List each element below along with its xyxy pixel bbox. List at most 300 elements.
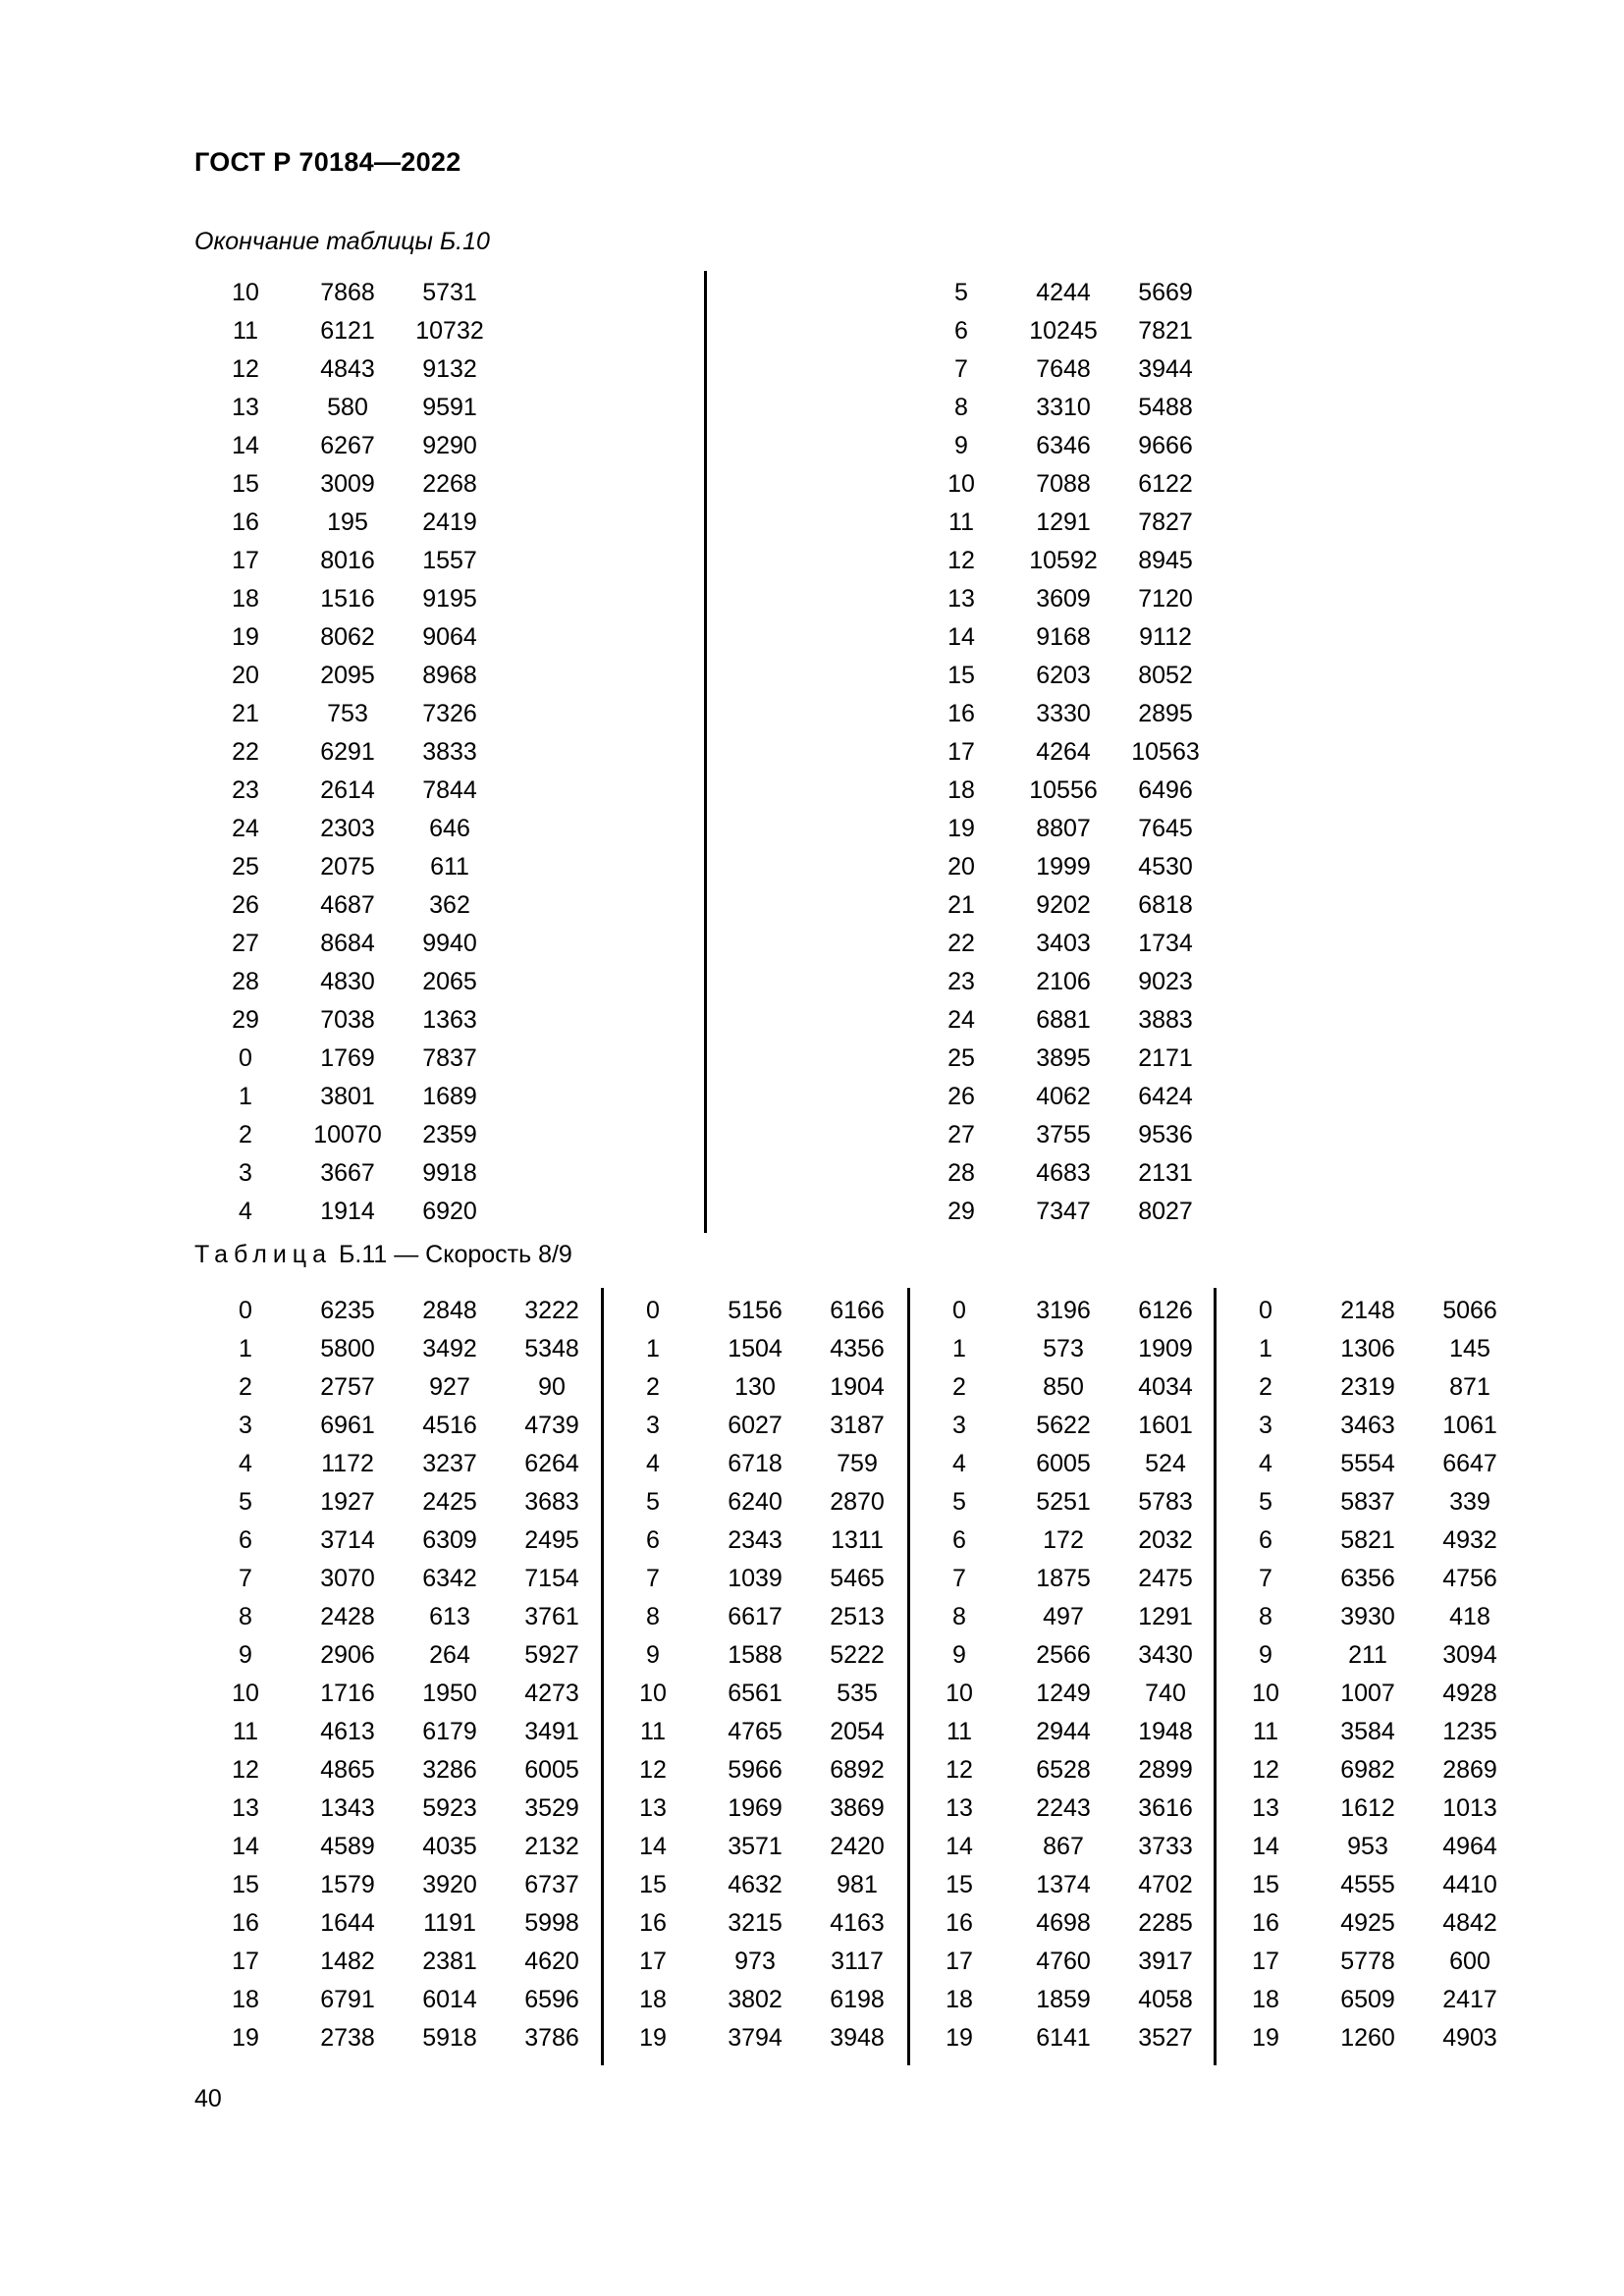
table-cell: 6203	[1036, 662, 1091, 689]
table-cell: 15	[1252, 1871, 1279, 1898]
table-cell: 18	[1252, 1986, 1279, 2013]
table-cell: 9132	[422, 355, 477, 383]
table-cell: 3310	[1036, 394, 1091, 421]
table-cell: 16	[639, 1909, 667, 1937]
table-cell: 3571	[728, 1833, 783, 1860]
table-cell: 7868	[320, 279, 375, 306]
table-cell: 19	[232, 2024, 259, 2052]
table-cell: 5554	[1340, 1450, 1395, 1477]
table-cell: 6718	[728, 1450, 783, 1477]
table-cell: 18	[947, 776, 975, 804]
table-cell: 1927	[320, 1488, 375, 1516]
table-cell: 3948	[830, 2024, 885, 2052]
table-cell: 6	[1259, 1526, 1272, 1554]
table-cell: 2906	[320, 1641, 375, 1669]
table-cell: 8807	[1036, 815, 1091, 842]
table-cell: 23	[232, 776, 259, 804]
table-cell: 7645	[1138, 815, 1193, 842]
table-cell: 14	[946, 1833, 973, 1860]
table-cell: 20	[947, 853, 975, 881]
table-cell: 3527	[1138, 2024, 1193, 2052]
table-cell: 13	[947, 585, 975, 613]
table-cell: 1914	[320, 1198, 375, 1225]
table-cell: 2131	[1138, 1159, 1193, 1187]
table-cell: 1909	[1138, 1335, 1193, 1362]
table-cell: 17	[1252, 1948, 1279, 1975]
table-b11-divider-2	[907, 1288, 910, 2065]
table-cell: 2095	[320, 662, 375, 689]
table-cell: 4903	[1442, 2024, 1497, 2052]
table-cell: 19	[946, 2024, 973, 2052]
table-cell: 6818	[1138, 891, 1193, 919]
table-cell: 4264	[1036, 738, 1091, 766]
table-cell: 5927	[524, 1641, 579, 1669]
table-cell: 1061	[1442, 1412, 1497, 1439]
table-cell: 10563	[1131, 738, 1200, 766]
table-cell: 9918	[422, 1159, 477, 1187]
table-cell: 8052	[1138, 662, 1193, 689]
table-cell: 13	[232, 1794, 259, 1822]
table-cell: 573	[1043, 1335, 1084, 1362]
table-cell: 3	[239, 1159, 252, 1187]
table-cell: 12	[946, 1756, 973, 1784]
table-cell: 6596	[524, 1986, 579, 2013]
table-cell: 4925	[1340, 1909, 1395, 1937]
table-cell: 14	[232, 432, 259, 459]
table-cell: 6264	[524, 1450, 579, 1477]
table-cell: 8684	[320, 930, 375, 957]
table-cell: 19	[232, 623, 259, 651]
table-cell: 600	[1449, 1948, 1490, 1975]
table-b10-continuation-caption: Окончание таблицы Б.10	[194, 228, 490, 255]
table-cell: 10	[232, 1680, 259, 1707]
table-cell: 6561	[728, 1680, 783, 1707]
table-cell: 27	[947, 1121, 975, 1148]
table-cell: 2319	[1340, 1373, 1395, 1401]
table-cell: 3	[239, 1412, 252, 1439]
table-cell: 1612	[1340, 1794, 1395, 1822]
table-cell: 3801	[320, 1083, 375, 1110]
page-number: 40	[194, 2085, 222, 2112]
table-cell: 3667	[320, 1159, 375, 1187]
table-cell: 3187	[830, 1412, 885, 1439]
table-cell: 12	[639, 1756, 667, 1784]
table-cell: 25	[947, 1044, 975, 1072]
table-cell: 4530	[1138, 853, 1193, 881]
table-cell: 29	[232, 1006, 259, 1034]
table-cell: 5923	[422, 1794, 477, 1822]
table-cell: 4687	[320, 891, 375, 919]
table-cell: 5783	[1138, 1488, 1193, 1516]
table-cell: 1948	[1138, 1718, 1193, 1745]
table-cell: 4760	[1036, 1948, 1091, 1975]
table-cell: 6	[646, 1526, 660, 1554]
table-cell: 4410	[1442, 1871, 1497, 1898]
table-cell: 3463	[1340, 1412, 1395, 1439]
table-cell: 1734	[1138, 930, 1193, 957]
table-cell: 4	[952, 1450, 966, 1477]
table-cell: 26	[947, 1083, 975, 1110]
table-cell: 3883	[1138, 1006, 1193, 1034]
table-cell: 4613	[320, 1718, 375, 1745]
table-cell: 1	[1259, 1335, 1272, 1362]
table-cell: 3869	[830, 1794, 885, 1822]
table-cell: 3529	[524, 1794, 579, 1822]
table-cell: 5348	[524, 1335, 579, 1362]
table-cell: 24	[947, 1006, 975, 1034]
table-cell: 23	[947, 968, 975, 995]
table-cell: 8	[646, 1603, 660, 1630]
table-cell: 580	[327, 394, 368, 421]
table-cell: 21	[232, 700, 259, 727]
table-cell: 11	[233, 317, 258, 345]
table-cell: 6309	[422, 1526, 477, 1554]
table-cell: 7347	[1036, 1198, 1091, 1225]
table-cell: 8	[1259, 1603, 1272, 1630]
table-cell: 4	[239, 1198, 252, 1225]
table-cell: 7	[239, 1565, 252, 1592]
table-cell: 850	[1043, 1373, 1084, 1401]
table-cell: 6920	[422, 1198, 477, 1225]
table-cell: 15	[232, 1871, 259, 1898]
table-cell: 4244	[1036, 279, 1091, 306]
table-cell: 1859	[1036, 1986, 1091, 2013]
table-cell: 1363	[422, 1006, 477, 1034]
table-cell: 4756	[1442, 1565, 1497, 1592]
table-cell: 6617	[728, 1603, 783, 1630]
table-cell: 2566	[1036, 1641, 1091, 1669]
table-cell: 3215	[728, 1909, 783, 1937]
table-cell: 7844	[422, 776, 477, 804]
table-cell: 1644	[320, 1909, 375, 1937]
table-cell: 11	[233, 1718, 258, 1745]
table-cell: 211	[1348, 1641, 1387, 1669]
table-cell: 6982	[1340, 1756, 1395, 1784]
table-cell: 4632	[728, 1871, 783, 1898]
table-cell: 1235	[1442, 1718, 1497, 1745]
table-cell: 1769	[320, 1044, 375, 1072]
table-cell: 16	[947, 700, 975, 727]
table-cell: 2614	[320, 776, 375, 804]
table-cell: 264	[429, 1641, 470, 1669]
table-cell: 0	[239, 1297, 252, 1324]
table-cell: 25	[232, 853, 259, 881]
table-cell: 2065	[422, 968, 477, 995]
table-cell: 7	[952, 1565, 966, 1592]
table-cell: 8	[239, 1603, 252, 1630]
table-cell: 3714	[320, 1526, 375, 1554]
table-cell: 11	[640, 1718, 666, 1745]
table-cell: 16	[1252, 1909, 1279, 1937]
table-cell: 6647	[1442, 1450, 1497, 1477]
table-cell: 3761	[524, 1603, 579, 1630]
table-cell: 0	[1259, 1297, 1272, 1324]
table-cell: 4765	[728, 1718, 783, 1745]
table-cell: 1013	[1442, 1794, 1497, 1822]
table-cell: 740	[1145, 1680, 1186, 1707]
table-b11-caption	[194, 1241, 572, 1269]
table-cell: 6509	[1340, 1986, 1395, 2013]
table-cell: 20	[232, 662, 259, 689]
table-cell: 18	[639, 1986, 667, 2013]
table-cell: 867	[1043, 1833, 1084, 1860]
table-cell: 3895	[1036, 1044, 1091, 1072]
table-cell: 6346	[1036, 432, 1091, 459]
table-cell: 6356	[1340, 1565, 1395, 1592]
table-cell: 3930	[1340, 1603, 1395, 1630]
table-cell: 9195	[422, 585, 477, 613]
table-cell: 4843	[320, 355, 375, 383]
table-cell: 2106	[1036, 968, 1091, 995]
table-b11-divider-3	[1214, 1288, 1217, 2065]
table-cell: 3222	[524, 1297, 579, 1324]
table-cell: 2	[952, 1373, 966, 1401]
table-cell: 9202	[1036, 891, 1091, 919]
table-cell: 5800	[320, 1335, 375, 1362]
table-cell: 8062	[320, 623, 375, 651]
table-cell: 19	[1252, 2024, 1279, 2052]
table-cell: 4928	[1442, 1680, 1497, 1707]
table-cell: 6235	[320, 1297, 375, 1324]
table-cell: 4	[1259, 1450, 1272, 1477]
table-cell: 6528	[1036, 1756, 1091, 1784]
table-cell: 3	[952, 1412, 966, 1439]
table-cell: 2869	[1442, 1756, 1497, 1784]
table-cell: 1306	[1340, 1335, 1395, 1362]
table-cell: 3403	[1036, 930, 1091, 957]
table-cell: 10592	[1029, 547, 1098, 574]
table-cell: 953	[1347, 1833, 1388, 1860]
table-cell: 5821	[1340, 1526, 1395, 1554]
table-cell: 14	[947, 623, 975, 651]
table-cell: 1516	[320, 585, 375, 613]
table-cell: 4	[646, 1450, 660, 1477]
table-cell: 7	[1259, 1565, 1272, 1592]
table-cell: 759	[837, 1450, 878, 1477]
table-cell: 16	[946, 1909, 973, 1937]
table-cell: 6240	[728, 1488, 783, 1516]
table-cell: 2848	[422, 1297, 477, 1324]
table-cell: 5465	[830, 1565, 885, 1592]
table-cell: 1343	[320, 1794, 375, 1822]
table-cell: 0	[239, 1044, 252, 1072]
table-cell: 1374	[1036, 1871, 1091, 1898]
table-cell: 7088	[1036, 470, 1091, 498]
table-cell: 2419	[422, 508, 477, 536]
table-cell: 10	[232, 279, 259, 306]
table-cell: 2417	[1442, 1986, 1497, 2013]
table-cell: 4034	[1138, 1373, 1193, 1401]
table-cell: 8968	[422, 662, 477, 689]
table-cell: 6027	[728, 1412, 783, 1439]
table-cell: 12	[947, 547, 975, 574]
table-cell: 1007	[1340, 1680, 1395, 1707]
table-cell: 13	[946, 1794, 973, 1822]
table-cell: 1172	[321, 1450, 374, 1477]
table-cell: 3094	[1442, 1641, 1497, 1669]
table-cell: 2171	[1138, 1044, 1193, 1072]
table-cell: 18	[232, 585, 259, 613]
table-cell: 2420	[830, 1833, 885, 1860]
table-cell: 5488	[1138, 394, 1193, 421]
table-cell: 753	[327, 700, 368, 727]
table-cell: 9	[239, 1641, 252, 1669]
table-cell: 22	[232, 738, 259, 766]
table-cell: 11	[948, 508, 974, 536]
table-cell: 10	[946, 1680, 973, 1707]
table-cell: 6737	[524, 1871, 579, 1898]
table-cell: 9591	[422, 394, 477, 421]
table-cell: 3430	[1138, 1641, 1193, 1669]
table-cell: 611	[430, 853, 469, 881]
table-cell: 4	[239, 1450, 252, 1477]
table-cell: 27	[232, 930, 259, 957]
table-cell: 9	[1259, 1641, 1272, 1669]
table-cell: 4932	[1442, 1526, 1497, 1554]
table-cell: 1249	[1036, 1680, 1091, 1707]
table-cell: 1969	[728, 1794, 783, 1822]
table-cell: 5	[954, 279, 968, 306]
table-cell: 1904	[830, 1373, 885, 1401]
table-cell: 6005	[524, 1756, 579, 1784]
table-cell: 1260	[1340, 2024, 1395, 2052]
table-cell: 9940	[422, 930, 477, 957]
table-cell: 613	[429, 1603, 470, 1630]
table-cell: 5998	[524, 1909, 579, 1937]
table-cell: 9	[954, 432, 968, 459]
table-cell: 2495	[524, 1526, 579, 1554]
table-cell: 497	[1043, 1603, 1084, 1630]
table-cell: 4620	[524, 1948, 579, 1975]
table-cell: 21	[947, 891, 975, 919]
table-cell: 7827	[1138, 508, 1193, 536]
table-cell: 5156	[728, 1297, 783, 1324]
table-cell: 90	[538, 1373, 566, 1401]
table-cell: 17	[639, 1948, 667, 1975]
table-cell: 8027	[1138, 1198, 1193, 1225]
table-cell: 11	[1253, 1718, 1278, 1745]
table-cell: 3616	[1138, 1794, 1193, 1822]
table-cell: 871	[1449, 1373, 1490, 1401]
table-cell: 2870	[830, 1488, 885, 1516]
table-cell: 2032	[1138, 1526, 1193, 1554]
table-cell: 2428	[320, 1603, 375, 1630]
table-cell: 1999	[1036, 853, 1091, 881]
table-cell: 3286	[422, 1756, 477, 1784]
table-cell: 3917	[1138, 1948, 1193, 1975]
table-cell: 2343	[728, 1526, 783, 1554]
table-cell: 2475	[1138, 1565, 1193, 1592]
table-cell: 13	[232, 394, 259, 421]
table-cell: 7154	[524, 1565, 579, 1592]
table-cell: 973	[734, 1948, 776, 1975]
table-cell: 339	[1449, 1488, 1490, 1516]
table-cell: 5622	[1036, 1412, 1091, 1439]
table-cell: 3237	[422, 1450, 477, 1477]
table-cell: 4865	[320, 1756, 375, 1784]
table-cell: 0	[646, 1297, 660, 1324]
table-cell: 6291	[320, 738, 375, 766]
table-cell: 19	[639, 2024, 667, 2052]
table-cell: 2738	[320, 2024, 375, 2052]
table-cell: 5	[1259, 1488, 1272, 1516]
table-cell: 13	[639, 1794, 667, 1822]
table-cell: 5837	[1340, 1488, 1395, 1516]
table-cell: 4273	[524, 1680, 579, 1707]
table-cell: 981	[837, 1871, 878, 1898]
table-cell: 6	[954, 317, 968, 345]
table-cell: 1689	[422, 1083, 477, 1110]
table-cell: 10556	[1029, 776, 1098, 804]
table-cell: 13	[1252, 1794, 1279, 1822]
table-cell: 22	[947, 930, 975, 957]
table-cell: 6791	[320, 1986, 375, 2013]
table-cell: 3609	[1036, 585, 1091, 613]
table-cell: 14	[232, 1833, 259, 1860]
table-cell: 3833	[422, 738, 477, 766]
table-cell: 2285	[1138, 1909, 1193, 1937]
table-cell: 2359	[422, 1121, 477, 1148]
table-cell: 1291	[1036, 508, 1091, 536]
table-cell: 7	[646, 1565, 660, 1592]
table-cell: 524	[1145, 1450, 1186, 1477]
table-cell: 15	[639, 1871, 667, 1898]
table-cell: 17	[232, 547, 259, 574]
table-cell: 16	[232, 1909, 259, 1937]
table-cell: 8016	[320, 547, 375, 574]
table-cell: 3920	[422, 1871, 477, 1898]
table-cell: 6126	[1138, 1297, 1193, 1324]
table-cell: 19	[947, 815, 975, 842]
table-cell: 3755	[1036, 1121, 1091, 1148]
table-cell: 1	[239, 1335, 252, 1362]
table-cell: 1	[239, 1083, 252, 1110]
table-cell: 9023	[1138, 968, 1193, 995]
table-cell: 28	[232, 968, 259, 995]
table-b11-caption-word: Таблица	[194, 1241, 333, 1268]
table-cell: 4702	[1138, 1871, 1193, 1898]
table-cell: 9112	[1139, 623, 1192, 651]
table-cell: 6121	[320, 317, 375, 345]
table-cell: 1039	[728, 1565, 783, 1592]
table-cell: 8945	[1138, 547, 1193, 574]
table-cell: 5	[646, 1488, 660, 1516]
table-cell: 195	[327, 508, 368, 536]
table-cell: 6198	[830, 1986, 885, 2013]
table-cell: 7648	[1036, 355, 1091, 383]
table-cell: 9168	[1036, 623, 1091, 651]
table-cell: 15	[232, 470, 259, 498]
table-cell: 9290	[422, 432, 477, 459]
table-cell: 6179	[422, 1718, 477, 1745]
table-cell: 9	[952, 1641, 966, 1669]
table-cell: 6892	[830, 1756, 885, 1784]
table-cell: 2075	[320, 853, 375, 881]
table-cell: 6	[239, 1526, 252, 1554]
table-cell: 1482	[320, 1948, 375, 1975]
table-cell: 12	[232, 1756, 259, 1784]
table-cell: 2	[646, 1373, 660, 1401]
table-cell: 10732	[415, 317, 484, 345]
table-cell: 1	[952, 1335, 966, 1362]
table-cell: 2	[239, 1121, 252, 1148]
table-cell: 6424	[1138, 1083, 1193, 1110]
table-cell: 2132	[524, 1833, 579, 1860]
table-cell: 7821	[1138, 317, 1193, 345]
table-cell: 10	[1252, 1680, 1279, 1707]
table-cell: 0	[952, 1297, 966, 1324]
table-cell: 1504	[728, 1335, 783, 1362]
